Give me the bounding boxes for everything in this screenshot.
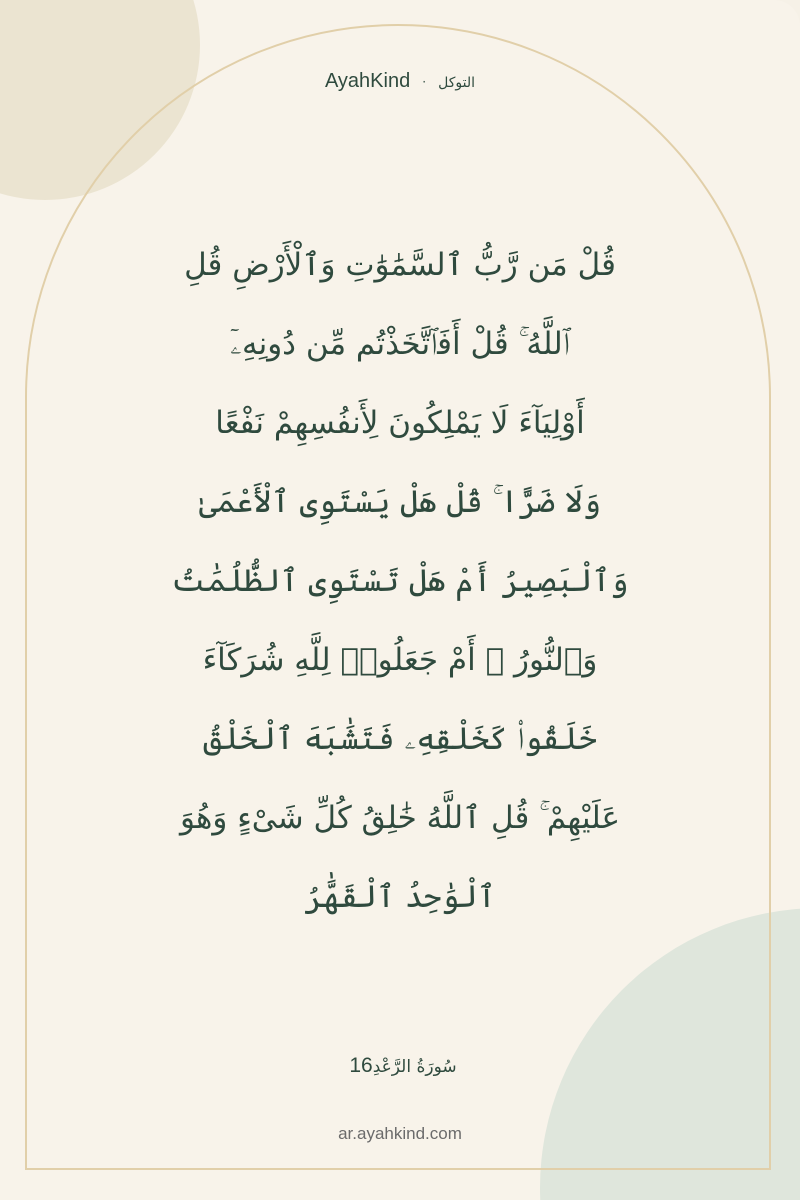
theme-label: التوكل (438, 75, 476, 91)
verse-line: ٱلْوَٰحِدُ ٱلْقَهَّٰرُ (304, 879, 496, 915)
verse-text (140, 226, 660, 937)
verse-line: عَلَيْهِمْ ۚ قُلِ ٱللَّهُ خَٰلِقُ كُلِّ شَىْءٍ وَهُوَ (180, 800, 620, 836)
header (0, 70, 800, 93)
verse-line: قُلْ مَن رَّبُّ ٱلسَّمَٰوَٰتِ وَٱلْأَرْضِ قُلِ (184, 247, 616, 283)
verse-line: ٱللَّهُ ۚ قُلْ أَفَٱتَّخَذْتُم مِّن دُونِهِۦٓ (230, 326, 570, 362)
site-url[interactable]: ar.ayahkind.com (338, 1124, 462, 1143)
verse-line: وَٱلْبَصِيرُ أَمْ هَلْ تَسْتَوِى ٱلظُّلُمَٰتُ (171, 563, 629, 599)
brand-name: AyahKind (324, 70, 411, 92)
verse-line: وَلَا ضَرًّا ۚ قُلْ هَلْ يَسْتَوِى ٱلْأَعْمَىٰ (198, 484, 602, 520)
verse-reference (0, 1054, 800, 1078)
header-separator: · (422, 74, 427, 89)
verse-line: وَٱلنُّورُ ۗ أَمْ جَعَلُوا۟ لِلَّهِ شُرَكَآءَ (202, 642, 598, 678)
verse-line: خَلَقُوا۟ كَخَلْقِهِۦ فَتَشَٰبَهَ ٱلْخَلْقُ (203, 721, 597, 757)
surah-name: سُورَةُ الرَّعْدِ (372, 1057, 457, 1077)
ayah-number: 16 (349, 1054, 373, 1077)
verse-line: أَوْلِيَآءَ لَا يَمْلِكُونَ لِأَنفُسِهِمْ نَفْعًا (215, 405, 585, 441)
